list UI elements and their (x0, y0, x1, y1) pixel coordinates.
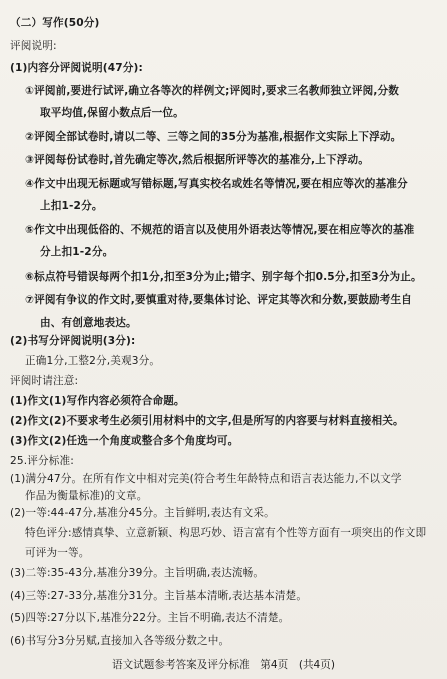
item-1-line-2: 取平均值,保留小数点后一位。 (40, 107, 184, 119)
note-3: (3)作文(2)任选一个角度或整合多个角度均可。 (10, 435, 239, 447)
criteria-2-feature-line-2: 可评为一等。 (25, 547, 90, 559)
item-2: ②评阅全部试卷时,请以二等、三等之间的35分为基准,根据作文实际上下浮动。 (25, 131, 402, 143)
criteria-2-feature-line-1: 特色评分:感情真挚、立意新颖、构思巧妙、语言富有个性等方面有一项突出的作文即 (25, 527, 427, 539)
item-1-line-1: ①评阅前,要进行试评,确立各等次的样例文;评阅时,要求三名教师独立评阅,分数 (25, 85, 400, 97)
content-score-title: (1)内容分评阅说明(47分): (10, 62, 143, 74)
writing-score-detail: 正确1分,工整2分,美观3分。 (25, 355, 161, 367)
item-4-line-2: 上扣1-2分。 (40, 200, 103, 212)
note-2: (2)作文(2)不要求考生必须引用材料中的文字,但是所写的内容要与材料直接相关。 (10, 415, 404, 427)
item-3: ③评阅每份试卷时,首先确定等次,然后根据所评等次的基准分,上下浮动。 (25, 154, 369, 166)
item-6: ⑥标点符号错误每两个扣1分,扣至3分为止;错字、别字每个扣0.5分,扣至3分为止。 (25, 271, 422, 283)
criteria-2: (2)一等:44-47分,基准分45分。主旨鲜明,表达有文采。 (10, 507, 275, 519)
item-7-line-1: ⑦评阅有争议的作文时,要慎重对待,要集体讨论、评定其等次和分数,要鼓励考生自 (25, 294, 412, 306)
criteria-1-line-2: 作品为衡量标准)的文章。 (25, 490, 148, 502)
criteria-5: (5)四等:27分以下,基准分22分。主旨不明确,表达不清楚。 (10, 612, 290, 624)
item-5-line-1: ⑤作文中出现低俗的、不规范的语言以及使用外语表达等情况,要在相应等次的基准 (25, 224, 415, 236)
criteria-3: (3)二等:35-43分,基准分39分。主旨明确,表达流畅。 (10, 567, 265, 579)
criteria-6: (6)书写分3分另赋,直接加入各等级分数之中。 (10, 635, 230, 647)
criteria-4: (4)三等:27-33分,基准分31分。主旨基本清晰,表达基本清楚。 (10, 590, 308, 602)
item-5-line-2: 分上扣1-2分。 (40, 246, 114, 258)
writing-score-title: (2)书写分评阅说明(3分): (10, 335, 136, 347)
criteria-1-line-1: (1)满分47分。在所有作文中相对完美(符合考生年龄特点和语言表达能力,不以文学 (10, 473, 402, 485)
section-title: （二）写作(50分) (10, 17, 100, 29)
item-4-line-1: ④作文中出现无标题或写错标题,写真实校名或姓名等情况,要在相应等次的基准分 (25, 178, 408, 190)
page-footer: 语文试题参考答案及评分标准 第4页 (共4页) (111, 659, 336, 671)
question-25-title: 25.评分标准: (10, 455, 74, 467)
item-7-line-2: 由、有创意地表达。 (40, 317, 137, 329)
review-title: 评阅说明: (10, 40, 57, 52)
notes-title: 评阅时请注意: (10, 375, 79, 387)
note-1: (1)作文(1)写作内容必须符合命题。 (10, 395, 185, 407)
